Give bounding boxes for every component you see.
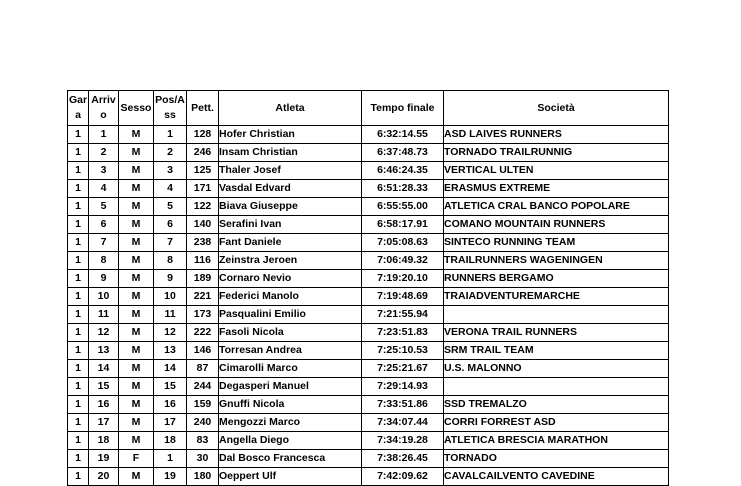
cell-arrivo: 17 — [89, 414, 119, 432]
cell-pett: 87 — [187, 360, 219, 378]
cell-gara: 1 — [68, 198, 89, 216]
cell-gara: 1 — [68, 162, 89, 180]
cell-tempo: 7:25:21.67 — [362, 360, 444, 378]
cell-atleta: Hofer Christian — [219, 126, 362, 144]
header-gara: Gara — [68, 91, 89, 126]
cell-societa: TORNADO — [444, 450, 669, 468]
cell-pett: 246 — [187, 144, 219, 162]
cell-sesso: M — [119, 216, 154, 234]
cell-pett: 173 — [187, 306, 219, 324]
cell-pett: 146 — [187, 342, 219, 360]
table-row — [68, 198, 669, 216]
cell-gara: 1 — [68, 216, 89, 234]
cell-gara: 1 — [68, 414, 89, 432]
cell-societa: SRM TRAIL TEAM — [444, 342, 669, 360]
cell-atleta: Biava Giuseppe — [219, 198, 362, 216]
cell-arrivo: 1 — [89, 126, 119, 144]
cell-pett: 140 — [187, 216, 219, 234]
cell-sesso: M — [119, 306, 154, 324]
cell-sesso: M — [119, 288, 154, 306]
cell-arrivo: 7 — [89, 234, 119, 252]
cell-societa: VERTICAL ULTEN — [444, 162, 669, 180]
cell-pos-ass: 6 — [154, 216, 187, 234]
table-row — [68, 324, 669, 342]
cell-tempo: 7:34:07.44 — [362, 414, 444, 432]
cell-pos-ass: 10 — [154, 288, 187, 306]
cell-societa: ASD LAIVES RUNNERS — [444, 126, 669, 144]
table-row — [68, 360, 669, 378]
cell-sesso: M — [119, 378, 154, 396]
cell-pett: 221 — [187, 288, 219, 306]
cell-atleta: Mengozzi Marco — [219, 414, 362, 432]
cell-tempo: 7:23:51.83 — [362, 324, 444, 342]
cell-atleta: Pasqualini Emilio — [219, 306, 362, 324]
table-row — [68, 288, 669, 306]
cell-atleta: Oeppert Ulf — [219, 468, 362, 486]
cell-atleta: Thaler Josef — [219, 162, 362, 180]
cell-tempo: 7:21:55.94 — [362, 306, 444, 324]
header-societa: Società — [444, 91, 669, 126]
cell-pett: 128 — [187, 126, 219, 144]
cell-pos-ass: 13 — [154, 342, 187, 360]
header-atleta: Atleta — [219, 91, 362, 126]
cell-atleta: Fasoli Nicola — [219, 324, 362, 342]
table-row — [68, 162, 669, 180]
table-row — [68, 468, 669, 486]
cell-pett: 240 — [187, 414, 219, 432]
cell-arrivo: 19 — [89, 450, 119, 468]
cell-societa: VERONA TRAIL RUNNERS — [444, 324, 669, 342]
cell-sesso: M — [119, 324, 154, 342]
cell-tempo: 7:38:26.45 — [362, 450, 444, 468]
cell-arrivo: 16 — [89, 396, 119, 414]
header-pos-ass: Pos/Ass — [154, 91, 187, 126]
cell-gara: 1 — [68, 378, 89, 396]
cell-pett: 30 — [187, 450, 219, 468]
cell-atleta: Fant Daniele — [219, 234, 362, 252]
cell-pos-ass: 19 — [154, 468, 187, 486]
header-row — [68, 91, 669, 126]
cell-societa — [444, 378, 669, 396]
cell-atleta: Zeinstra Jeroen — [219, 252, 362, 270]
cell-atleta: Gnuffi Nicola — [219, 396, 362, 414]
table-row — [68, 396, 669, 414]
cell-societa: SINTECO RUNNING TEAM — [444, 234, 669, 252]
results-table — [67, 90, 669, 486]
cell-atleta: Torresan Andrea — [219, 342, 362, 360]
cell-gara: 1 — [68, 306, 89, 324]
cell-atleta: Degasperi Manuel — [219, 378, 362, 396]
cell-pett: 222 — [187, 324, 219, 342]
cell-pos-ass: 14 — [154, 360, 187, 378]
header-arrivo: Arrivo — [89, 91, 119, 126]
header-tempo: Tempo finale — [362, 91, 444, 126]
cell-pett: 180 — [187, 468, 219, 486]
cell-sesso: M — [119, 144, 154, 162]
cell-pos-ass: 9 — [154, 270, 187, 288]
cell-tempo: 7:29:14.93 — [362, 378, 444, 396]
cell-sesso: M — [119, 252, 154, 270]
cell-tempo: 7:42:09.62 — [362, 468, 444, 486]
cell-tempo: 7:33:51.86 — [362, 396, 444, 414]
cell-arrivo: 14 — [89, 360, 119, 378]
table-row — [68, 180, 669, 198]
cell-societa: SSD TREMALZO — [444, 396, 669, 414]
cell-sesso: M — [119, 270, 154, 288]
cell-pett: 159 — [187, 396, 219, 414]
cell-pett: 83 — [187, 432, 219, 450]
cell-societa: TRAIADVENTUREMARCHE — [444, 288, 669, 306]
cell-sesso: M — [119, 162, 154, 180]
table-row — [68, 414, 669, 432]
cell-arrivo: 9 — [89, 270, 119, 288]
cell-gara: 1 — [68, 468, 89, 486]
cell-arrivo: 13 — [89, 342, 119, 360]
table-row — [68, 378, 669, 396]
table-row — [68, 126, 669, 144]
cell-societa: CAVALCAILVENTO CAVEDINE — [444, 468, 669, 486]
cell-societa: TRAILRUNNERS WAGENINGEN — [444, 252, 669, 270]
table-row — [68, 144, 669, 162]
cell-arrivo: 4 — [89, 180, 119, 198]
cell-societa: TORNADO TRAILRUNNIG — [444, 144, 669, 162]
cell-tempo: 7:19:48.69 — [362, 288, 444, 306]
cell-arrivo: 11 — [89, 306, 119, 324]
cell-sesso: M — [119, 180, 154, 198]
cell-arrivo: 15 — [89, 378, 119, 396]
cell-gara: 1 — [68, 342, 89, 360]
cell-societa: COMANO MOUNTAIN RUNNERS — [444, 216, 669, 234]
cell-pos-ass: 5 — [154, 198, 187, 216]
cell-societa — [444, 306, 669, 324]
cell-tempo: 6:51:28.33 — [362, 180, 444, 198]
cell-pos-ass: 1 — [154, 126, 187, 144]
cell-gara: 1 — [68, 270, 89, 288]
cell-arrivo: 2 — [89, 144, 119, 162]
cell-sesso: M — [119, 468, 154, 486]
cell-pos-ass: 16 — [154, 396, 187, 414]
table-row — [68, 234, 669, 252]
table-row — [68, 270, 669, 288]
table-row — [68, 252, 669, 270]
cell-sesso: F — [119, 450, 154, 468]
table-row — [68, 342, 669, 360]
cell-pos-ass: 3 — [154, 162, 187, 180]
cell-gara: 1 — [68, 324, 89, 342]
table-row — [68, 306, 669, 324]
cell-atleta: Angella Diego — [219, 432, 362, 450]
cell-gara: 1 — [68, 252, 89, 270]
cell-societa: ATLETICA CRAL BANCO POPOLARE — [444, 198, 669, 216]
cell-pos-ass: 12 — [154, 324, 187, 342]
cell-pett: 244 — [187, 378, 219, 396]
cell-pos-ass: 7 — [154, 234, 187, 252]
cell-societa: ERASMUS EXTREME — [444, 180, 669, 198]
cell-pos-ass: 18 — [154, 432, 187, 450]
cell-pos-ass: 4 — [154, 180, 187, 198]
cell-pos-ass: 15 — [154, 378, 187, 396]
cell-tempo: 6:32:14.55 — [362, 126, 444, 144]
cell-tempo: 6:37:48.73 — [362, 144, 444, 162]
cell-tempo: 7:06:49.32 — [362, 252, 444, 270]
cell-atleta: Serafini Ivan — [219, 216, 362, 234]
cell-tempo: 7:19:20.10 — [362, 270, 444, 288]
cell-arrivo: 8 — [89, 252, 119, 270]
cell-pos-ass: 17 — [154, 414, 187, 432]
table-row — [68, 432, 669, 450]
cell-atleta: Cimarolli Marco — [219, 360, 362, 378]
cell-societa: U.S. MALONNO — [444, 360, 669, 378]
table-row — [68, 216, 669, 234]
results-body — [68, 126, 669, 486]
cell-pos-ass: 1 — [154, 450, 187, 468]
cell-societa: RUNNERS BERGAMO — [444, 270, 669, 288]
cell-sesso: M — [119, 198, 154, 216]
cell-tempo: 6:46:24.35 — [362, 162, 444, 180]
cell-sesso: M — [119, 342, 154, 360]
cell-pett: 171 — [187, 180, 219, 198]
cell-gara: 1 — [68, 234, 89, 252]
cell-arrivo: 12 — [89, 324, 119, 342]
cell-arrivo: 20 — [89, 468, 119, 486]
cell-pett: 125 — [187, 162, 219, 180]
cell-atleta: Cornaro Nevio — [219, 270, 362, 288]
cell-societa: CORRI FORREST ASD — [444, 414, 669, 432]
cell-gara: 1 — [68, 180, 89, 198]
cell-atleta: Federici Manolo — [219, 288, 362, 306]
cell-gara: 1 — [68, 126, 89, 144]
cell-tempo: 7:25:10.53 — [362, 342, 444, 360]
cell-pos-ass: 8 — [154, 252, 187, 270]
cell-arrivo: 5 — [89, 198, 119, 216]
cell-societa: ATLETICA BRESCIA MARATHON — [444, 432, 669, 450]
cell-sesso: M — [119, 396, 154, 414]
cell-sesso: M — [119, 234, 154, 252]
cell-pett: 238 — [187, 234, 219, 252]
cell-pos-ass: 11 — [154, 306, 187, 324]
cell-pett: 116 — [187, 252, 219, 270]
cell-gara: 1 — [68, 432, 89, 450]
cell-pos-ass: 2 — [154, 144, 187, 162]
cell-tempo: 7:34:19.28 — [362, 432, 444, 450]
cell-gara: 1 — [68, 144, 89, 162]
cell-atleta: Dal Bosco Francesca — [219, 450, 362, 468]
cell-pett: 189 — [187, 270, 219, 288]
cell-sesso: M — [119, 432, 154, 450]
cell-pett: 122 — [187, 198, 219, 216]
cell-arrivo: 3 — [89, 162, 119, 180]
cell-sesso: M — [119, 360, 154, 378]
cell-arrivo: 6 — [89, 216, 119, 234]
cell-gara: 1 — [68, 450, 89, 468]
cell-sesso: M — [119, 414, 154, 432]
header-sesso: Sesso — [119, 91, 154, 126]
cell-arrivo: 18 — [89, 432, 119, 450]
cell-tempo: 7:05:08.63 — [362, 234, 444, 252]
cell-sesso: M — [119, 126, 154, 144]
cell-tempo: 6:55:55.00 — [362, 198, 444, 216]
cell-gara: 1 — [68, 396, 89, 414]
header-pett: Pett. — [187, 91, 219, 126]
table-row — [68, 450, 669, 468]
cell-tempo: 6:58:17.91 — [362, 216, 444, 234]
cell-gara: 1 — [68, 360, 89, 378]
cell-atleta: Vasdal Edvard — [219, 180, 362, 198]
cell-arrivo: 10 — [89, 288, 119, 306]
cell-atleta: Insam Christian — [219, 144, 362, 162]
cell-gara: 1 — [68, 288, 89, 306]
